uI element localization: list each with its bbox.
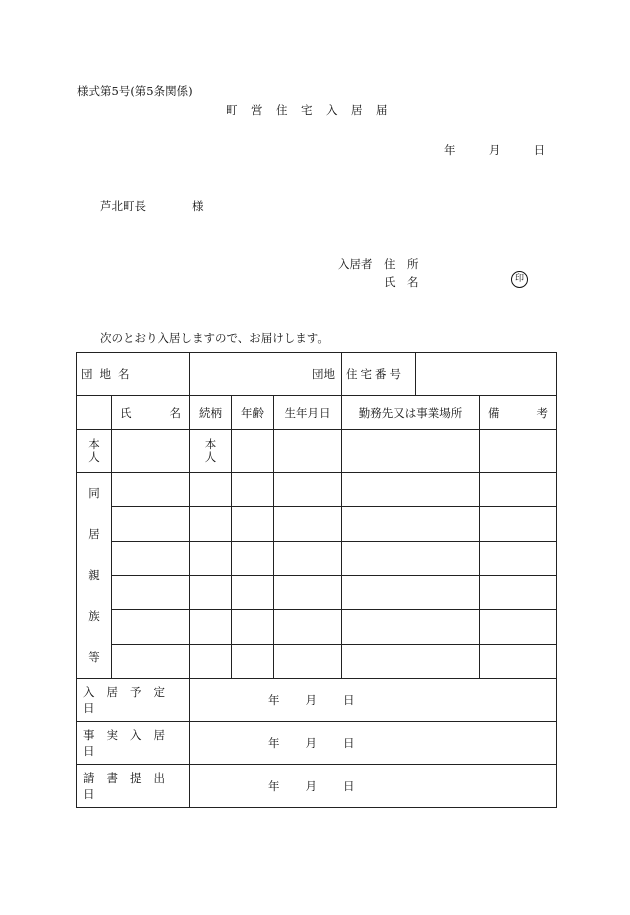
- date-row-pledge: [77, 765, 557, 808]
- pledge-date-field[interactable]: [190, 765, 557, 808]
- self-row: [77, 430, 557, 473]
- family-birth-field[interactable]: [274, 473, 342, 507]
- family-relation-field[interactable]: [190, 610, 232, 644]
- actual-date-year: 年: [268, 736, 280, 750]
- family-relation-field[interactable]: [190, 575, 232, 609]
- form-number: 様式第5号(第5条関係): [77, 84, 193, 98]
- family-name-field[interactable]: [112, 473, 190, 507]
- header-name-left: 氏: [120, 405, 132, 420]
- family-remarks-field[interactable]: [480, 644, 557, 678]
- header-remarks-left: 備: [488, 405, 500, 420]
- family-relation-field[interactable]: [190, 473, 232, 507]
- seal-mark-icon: 印: [511, 271, 528, 288]
- actual-date-day: 日: [343, 736, 355, 750]
- header-name-right: 名: [169, 405, 181, 420]
- family-label-char: 族: [88, 609, 100, 623]
- family-label-char: 親: [88, 568, 100, 582]
- family-birth-field[interactable]: [274, 507, 342, 541]
- family-birth-field[interactable]: [274, 644, 342, 678]
- family-row: [77, 507, 557, 541]
- self-name-field[interactable]: [112, 430, 190, 473]
- resident-address-label: 住 所: [384, 257, 419, 271]
- header-birth: 生年月日: [274, 396, 342, 430]
- house-number-label: 住宅番号: [342, 353, 416, 396]
- header-relation: 続柄: [190, 396, 232, 430]
- family-workplace-field[interactable]: [342, 575, 480, 609]
- actual-date-field[interactable]: [190, 722, 557, 765]
- danchi-name-field[interactable]: [190, 353, 342, 396]
- header-workplace: 勤務先又は事業場所: [342, 396, 480, 430]
- resident-name-label: 氏 名: [384, 275, 419, 289]
- family-remarks-field[interactable]: [480, 575, 557, 609]
- family-relation-field[interactable]: [190, 541, 232, 575]
- family-row: [77, 610, 557, 644]
- family-age-field[interactable]: [232, 575, 274, 609]
- form-title: 町営住宅入居届: [226, 103, 401, 117]
- header-row: [77, 396, 557, 430]
- self-remarks-field[interactable]: [480, 430, 557, 473]
- date-day-label: 日: [533, 143, 546, 157]
- family-name-field[interactable]: [112, 575, 190, 609]
- move-in-table: [76, 352, 557, 808]
- danchi-name-label: 団地名: [77, 353, 190, 396]
- family-label-char: 等: [88, 650, 100, 664]
- family-row: [77, 644, 557, 678]
- date-row-actual: [77, 722, 557, 765]
- family-label-char: 同: [88, 486, 100, 500]
- family-age-field[interactable]: [232, 610, 274, 644]
- resident-block: [338, 255, 419, 291]
- family-relation-field[interactable]: [190, 507, 232, 541]
- header-blank: [77, 396, 112, 430]
- date-month-label: 月: [488, 143, 501, 157]
- planned-date-day: 日: [343, 693, 355, 707]
- planned-date-label: 入居予定日: [77, 679, 190, 722]
- pledge-date-day: 日: [343, 779, 355, 793]
- family-label-char: 居: [88, 527, 100, 541]
- family-label-cell: [77, 473, 112, 679]
- header-name: [112, 396, 190, 430]
- family-name-field[interactable]: [112, 644, 190, 678]
- pledge-date-month: 月: [305, 779, 317, 793]
- family-birth-field[interactable]: [274, 610, 342, 644]
- family-age-field[interactable]: [232, 541, 274, 575]
- date-year-label: 年: [444, 143, 456, 157]
- addressee: [100, 198, 204, 214]
- family-row: [77, 541, 557, 575]
- pledge-date-year: 年: [268, 779, 280, 793]
- family-age-field[interactable]: [232, 644, 274, 678]
- header-remarks: [480, 396, 557, 430]
- actual-date-month: 月: [305, 736, 317, 750]
- header-remarks-right: 考: [536, 405, 548, 420]
- family-birth-field[interactable]: [274, 541, 342, 575]
- intro-text: 次のとおり入居しますので、お届けします。: [100, 331, 329, 345]
- resident-label: 入居者: [338, 257, 373, 271]
- self-relation: 本人: [204, 437, 217, 464]
- danchi-suffix: 団地: [312, 367, 335, 381]
- family-name-field[interactable]: [112, 507, 190, 541]
- family-workplace-field[interactable]: [342, 507, 480, 541]
- family-workplace-field[interactable]: [342, 473, 480, 507]
- self-workplace-field[interactable]: [342, 430, 480, 473]
- family-name-field[interactable]: [112, 541, 190, 575]
- family-remarks-field[interactable]: [480, 541, 557, 575]
- self-label-cell: [77, 430, 112, 473]
- submission-date: [444, 142, 545, 158]
- family-name-field[interactable]: [112, 610, 190, 644]
- family-age-field[interactable]: [232, 507, 274, 541]
- planned-date-month: 月: [305, 693, 317, 707]
- pledge-date-label: 請書提出日: [77, 765, 190, 808]
- self-birth-field[interactable]: [274, 430, 342, 473]
- self-relation-cell: [190, 430, 232, 473]
- actual-date-label: 事実入居日: [77, 722, 190, 765]
- family-remarks-field[interactable]: [480, 473, 557, 507]
- family-relation-field[interactable]: [190, 644, 232, 678]
- family-workplace-field[interactable]: [342, 541, 480, 575]
- danchi-row: [77, 353, 557, 396]
- family-birth-field[interactable]: [274, 575, 342, 609]
- self-label: 本人: [88, 437, 100, 464]
- planned-date-field[interactable]: [190, 679, 557, 722]
- self-age-field[interactable]: [232, 430, 274, 473]
- family-row: [77, 575, 557, 609]
- family-row: [77, 473, 557, 507]
- family-workplace-field[interactable]: [342, 610, 480, 644]
- planned-date-year: 年: [268, 693, 280, 707]
- family-remarks-field[interactable]: [480, 610, 557, 644]
- date-row-planned: [77, 679, 557, 722]
- addressee-name: 芦北町長: [100, 199, 146, 213]
- family-remarks-field[interactable]: [480, 507, 557, 541]
- house-number-field[interactable]: [416, 353, 557, 396]
- header-age: 年齢: [232, 396, 274, 430]
- addressee-honorific: 様: [192, 199, 204, 213]
- family-age-field[interactable]: [232, 473, 274, 507]
- family-workplace-field[interactable]: [342, 644, 480, 678]
